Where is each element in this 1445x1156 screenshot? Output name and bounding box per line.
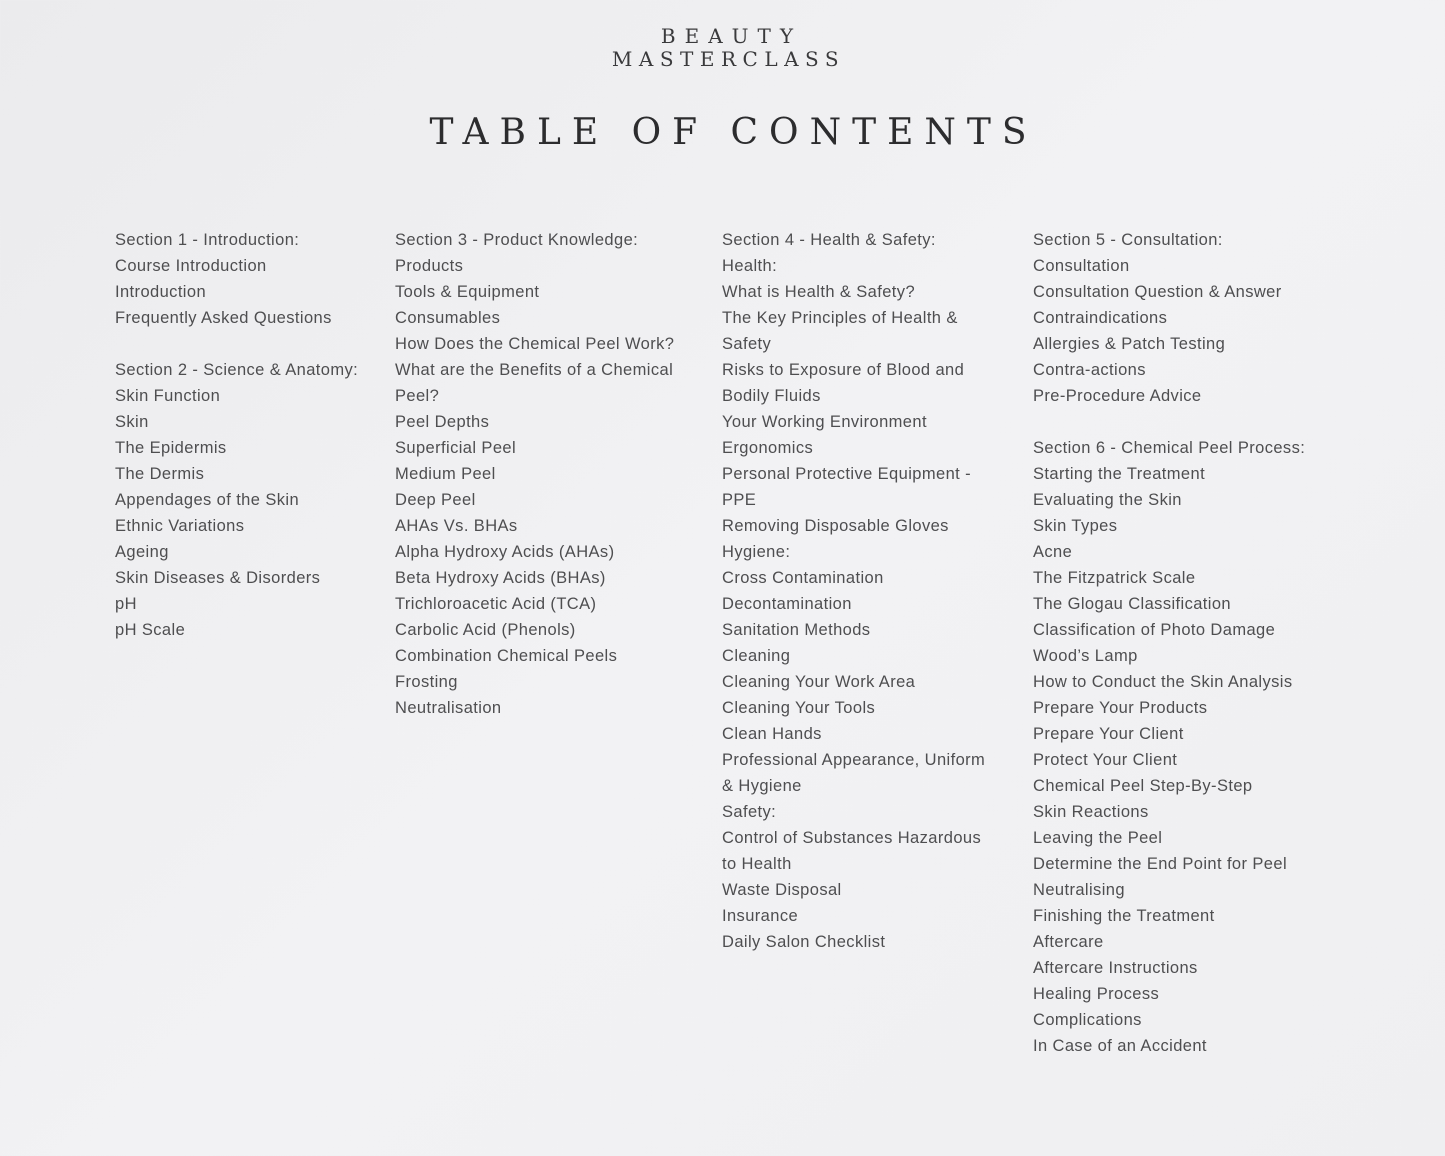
toc-entry: Skin Function	[115, 387, 221, 405]
toc-entry: Risks to Exposure of Blood and	[722, 361, 965, 379]
toc-entry: Consultation	[1033, 257, 1130, 275]
toc-entry: The Dermis	[115, 465, 205, 483]
toc-entry: Sanitation Methods	[722, 621, 871, 639]
toc-entry: Decontamination	[722, 595, 852, 613]
toc-entry: Trichloroacetic Acid (TCA)	[395, 595, 597, 613]
toc-entry: Prepare Your Client	[1033, 725, 1184, 743]
toc-entry: Waste Disposal	[722, 881, 842, 899]
toc-column-2	[395, 227, 674, 721]
toc-section-heading: Section 6 - Chemical Peel Process:	[1033, 439, 1306, 457]
toc-entry: Healing Process	[1033, 985, 1160, 1003]
toc-entry: Course Introduction	[115, 257, 267, 275]
toc-entry: The Epidermis	[115, 439, 227, 457]
toc-entry: What is Health & Safety?	[722, 283, 916, 301]
toc-entry: AHAs Vs. BHAs	[395, 517, 518, 535]
toc-entry: Neutralisation	[395, 699, 502, 717]
page-title: TABLE OF CONTENTS	[429, 112, 1038, 153]
toc-entry: The Glogau Classification	[1033, 595, 1232, 613]
toc-entry: Your Working Environment	[722, 413, 927, 431]
toc-section-heading: Section 2 - Science & Anatomy:	[115, 361, 359, 379]
toc-entry: Starting the Treatment	[1033, 465, 1206, 483]
toc-entry: Skin Reactions	[1033, 803, 1149, 821]
toc-entry: Safety	[722, 335, 772, 353]
toc-column-3	[722, 227, 985, 955]
toc-entry: Classification of Photo Damage	[1033, 621, 1276, 639]
toc-entry: Prepare Your Products	[1033, 699, 1208, 717]
brand-name-line1: BEAUTY	[660, 24, 803, 48]
toc-entry: In Case of an Accident	[1033, 1037, 1207, 1055]
brand-name-line2: MASTERCLASS	[611, 47, 846, 71]
toc-entry: How Does the Chemical Peel Work?	[395, 335, 675, 353]
toc-entry: Determine the End Point for Peel	[1033, 855, 1288, 873]
toc-entry: & Hygiene	[722, 777, 802, 795]
toc-entry: Deep Peel	[395, 491, 476, 509]
toc-entry: Wood’s Lamp	[1033, 647, 1138, 665]
toc-entry: Ageing	[115, 543, 169, 561]
toc-entry: Cross Contamination	[722, 569, 884, 587]
toc-entry: Neutralising	[1033, 881, 1125, 899]
toc-entry: Clean Hands	[722, 725, 822, 743]
toc-entry: Leaving the Peel	[1033, 829, 1163, 847]
toc-entry: Acne	[1033, 543, 1073, 561]
toc-entry: Hygiene:	[722, 543, 791, 561]
toc-entry: Peel?	[395, 387, 440, 405]
toc-entry: Peel Depths	[395, 413, 490, 431]
toc-entry: Introduction	[115, 283, 207, 301]
toc-entry: Professional Appearance, Uniform	[722, 751, 986, 769]
toc-entry: Cleaning	[722, 647, 791, 665]
toc-entry: Aftercare Instructions	[1033, 959, 1198, 977]
toc-entry: Bodily Fluids	[722, 387, 821, 405]
toc-section-heading: Section 1 - Introduction:	[115, 231, 300, 249]
toc-entry: Appendages of the Skin	[115, 491, 300, 509]
toc-entry: Ergonomics	[722, 439, 814, 457]
toc-entry: Frosting	[395, 673, 458, 691]
toc-entry: Chemical Peel Step-By-Step	[1033, 777, 1253, 795]
toc-entry: Contraindications	[1033, 309, 1168, 327]
toc-entry: Ethnic Variations	[115, 517, 245, 535]
toc-entry: Complications	[1033, 1011, 1142, 1029]
toc-entry: pH Scale	[115, 621, 186, 639]
toc-spacer	[115, 331, 358, 357]
toc-spacer	[1033, 409, 1305, 435]
toc-entry: Beta Hydroxy Acids (BHAs)	[395, 569, 606, 587]
toc-entry: The Fitzpatrick Scale	[1033, 569, 1196, 587]
toc-entry: Insurance	[722, 907, 799, 925]
toc-entry: Aftercare	[1033, 933, 1104, 951]
toc-entry: Cleaning Your Tools	[722, 699, 876, 717]
toc-column-1	[115, 227, 358, 643]
toc-entry: PPE	[722, 491, 757, 509]
toc-section-heading: Section 4 - Health & Safety:	[722, 231, 936, 249]
toc-entry: Skin Types	[1033, 517, 1118, 535]
toc-entry: Skin Diseases & Disorders	[115, 569, 321, 587]
toc-entry: Contra-actions	[1033, 361, 1146, 379]
toc-entry: What are the Benefits of a Chemical	[395, 361, 674, 379]
toc-section-heading: Section 5 - Consultation:	[1033, 231, 1223, 249]
toc-entry: Medium Peel	[395, 465, 496, 483]
toc-entry: The Key Principles of Health &	[722, 309, 958, 327]
toc-entry: pH	[115, 595, 137, 613]
toc-entry: Consumables	[395, 309, 501, 327]
toc-entry: Skin	[115, 413, 149, 431]
toc-entry: Alpha Hydroxy Acids (AHAs)	[395, 543, 615, 561]
toc-column-4	[1033, 227, 1305, 1059]
toc-entry: Superficial Peel	[395, 439, 517, 457]
toc-entry: Safety:	[722, 803, 777, 821]
toc-entry: to Health	[722, 855, 792, 873]
toc-entry: Health:	[722, 257, 778, 275]
toc-entry: Control of Substances Hazardous	[722, 829, 982, 847]
toc-entry: Personal Protective Equipment -	[722, 465, 972, 483]
toc-entry: Consultation Question & Answer	[1033, 283, 1282, 301]
toc-entry: Tools & Equipment	[395, 283, 540, 301]
toc-entry: Pre-Procedure Advice	[1033, 387, 1202, 405]
toc-section-heading: Section 3 - Product Knowledge:	[395, 231, 639, 249]
toc-entry: Combination Chemical Peels	[395, 647, 618, 665]
toc-entry: Evaluating the Skin	[1033, 491, 1182, 509]
toc-entry: Frequently Asked Questions	[115, 309, 332, 327]
toc-entry: How to Conduct the Skin Analysis	[1033, 673, 1293, 691]
toc-entry: Finishing the Treatment	[1033, 907, 1215, 925]
toc-entry: Daily Salon Checklist	[722, 933, 886, 951]
toc-entry: Carbolic Acid (Phenols)	[395, 621, 576, 639]
toc-entry: Protect Your Client	[1033, 751, 1178, 769]
toc-entry: Allergies & Patch Testing	[1033, 335, 1226, 353]
toc-entry: Cleaning Your Work Area	[722, 673, 916, 691]
toc-entry: Products	[395, 257, 464, 275]
toc-entry: Removing Disposable Gloves	[722, 517, 949, 535]
